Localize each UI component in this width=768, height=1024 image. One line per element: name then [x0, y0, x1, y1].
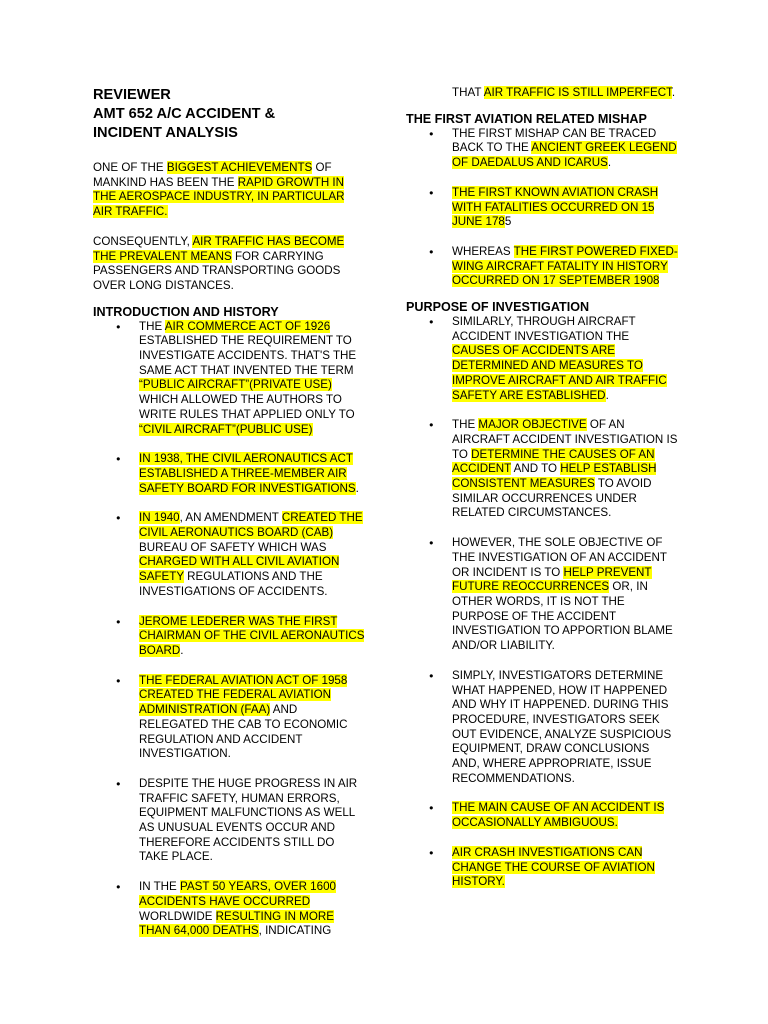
text-run: REGULATIONS AND THE INVESTIGATIONS OF ACCIDENTS. [139, 570, 328, 598]
highlighted-text: THE MAIN CAUSE OF AN ACCIDENT IS OCCASIONALLY AMBIGUOUS. [452, 801, 665, 830]
section-heading-purpose: PURPOSE OF INVESTIGATION [406, 300, 590, 315]
text-run: THE [139, 319, 165, 333]
text-run: ONE OF THE [93, 161, 167, 174]
list-item [406, 669, 678, 787]
highlighted-text: AIR COMMERCE ACT OF 1926 [164, 319, 331, 333]
highlighted-text: CREATED THE CIVIL AERONAUTICS BOARD (CAB) [139, 511, 363, 540]
list-item [406, 186, 678, 230]
text-run: SIMPLY, INVESTIGATORS DETERMINE WHAT HAPPENED, HOW IT HAPPENED AND WHY IT HAPPENED. DURING THIS PROCEDURE, INVESTIGATORS SEEK OUT EVIDENCE, ANALYZE SUSPICIOUS EQUIPMENT, DRAW CONCLUSIONS AND, WHERE APPROPRIATE, ISSUE RECOMMENDATIONS. [452, 668, 672, 785]
text-run: IN THE [139, 880, 181, 894]
text-run: FOR CARRYING PASSENGERS AND TRANSPORTING GOODS OVER LONG DISTANCES. [93, 249, 341, 292]
text-run: THE [452, 418, 479, 432]
list-item [406, 536, 678, 654]
purpose-list [406, 315, 678, 890]
text-run: . [607, 156, 612, 170]
text-run: 5 [504, 215, 512, 229]
text-run: TO AVOID SIMILAR OCCURRENCES UNDER RELATED CIRCUMSTANCES. [452, 477, 652, 520]
highlighted-text: JEROME LEDERER WAS THE FIRST CHAIRMAN OF THE CIVIL AERONAUTICS BOARD [139, 614, 365, 657]
list-item [93, 615, 365, 659]
highlighted-text: AIR TRAFFIC IS STILL IMPERFECT [483, 86, 672, 99]
highlighted-text: IN 1940 [139, 511, 180, 525]
list-item [406, 846, 678, 890]
right-column [406, 86, 678, 890]
highlighted-text: AIR CRASH INVESTIGATIONS CAN CHANGE THE COURSE OF AVIATION HISTORY. [452, 845, 655, 889]
list-item [406, 418, 678, 521]
highlighted-text: THE FIRST KNOWN AVIATION CRASH WITH FATALITIES OCCURRED ON 15 JUNE 178 [452, 185, 659, 229]
highlighted-text: RAPID GROWTH IN THE AEROSPACE INDUSTRY, IN PARTICULAR AIR TRAFFIC. [93, 175, 345, 219]
intro-paragraph-2 [93, 235, 365, 294]
text-run: THAT [452, 86, 484, 99]
highlighted-text: CAUSES OF ACCIDENTS ARE DETERMINED AND MEASURES TO IMPROVE AIRCRAFT AND AIR TRAFFIC SAFETY ARE ESTABLISHED [452, 344, 667, 402]
highlighted-text: DETERMINE THE CAUSES OF AN ACCIDENT [452, 447, 655, 476]
highlighted-text: RESULTING IN MORE THAN 64,000 DEATHS [139, 909, 334, 938]
list-item [406, 127, 678, 171]
highlighted-text: MAJOR OBJECTIVE [478, 418, 587, 432]
highlighted-text: ANCIENT GREEK LEGEND OF DAEDALUS AND ICARUS [452, 141, 677, 170]
text-run: OR, IN OTHER WORDS, IT IS NOT THE PURPOSE OF THE ACCIDENT INVESTIGATION TO APPORTION BLAME AND/OR LIABILITY. [452, 580, 673, 653]
text-run: DESPITE THE HUGE PROGRESS IN AIR TRAFFIC SAFETY, HUMAN ERRORS, EQUIPMENT MALFUNCTIONS AS WELL AS UNUSUAL EVENTS OCCUR AND THEREFORE ACCIDENTS STILL DO TAKE PLACE. [139, 776, 358, 864]
section-heading-intro-history: INTRODUCTION AND HISTORY [93, 304, 279, 319]
text-run: AND RELEGATED THE CAB TO ECONOMIC REGULATION AND ACCIDENT INVESTIGATION. [139, 703, 348, 761]
highlighted-text: “PUBLIC AIRCRAFT”(PRIVATE USE) [139, 378, 332, 392]
list-item [93, 320, 365, 438]
text-run: . [355, 481, 359, 495]
highlighted-text: IN 1938, THE CIVIL AERONAUTICS ACT ESTABLISHED A THREE-MEMBER AIR SAFETY BOARD FOR INVESTIGATIONS [139, 452, 356, 495]
highlighted-text: THE FIRST POWERED FIXED-WING AIRCRAFT FATALITY IN HISTORY OCCURRED ON 17 SEPTEMBER 1908 [452, 244, 678, 288]
list-item [93, 777, 365, 865]
text-run: WHEREAS [452, 244, 514, 258]
highlighted-text: “CIVIL AIRCRAFT”(PUBLIC USE) [139, 422, 313, 436]
text-run: . [605, 388, 609, 402]
list-item [93, 511, 365, 599]
highlighted-text: AIR TRAFFIC HAS BECOME THE PREVALENT MEANS [93, 234, 345, 263]
text-run: OF AN AIRCRAFT ACCIDENT INVESTIGATION IS TO [452, 418, 678, 461]
text-run: BUREAU OF SAFETY WHICH WAS [139, 540, 327, 554]
document-title [93, 86, 365, 143]
highlighted-text: HELP PREVENT FUTURE REOCCURRENCES [452, 565, 652, 594]
list-item [406, 315, 678, 403]
list-item-continued [406, 86, 678, 101]
section-heading-first-mishap: THE FIRST AVIATION RELATED MISHAP [406, 111, 647, 126]
title-line-3: INCIDENT ANALYSIS [93, 125, 238, 141]
list-item [406, 801, 678, 830]
text-run: ESTABLISHED THE REQUIREMENT TO INVESTIGATE ACCIDENTS. THAT'S THE SAME ACT THAT INVENTED THE TERM [139, 334, 357, 377]
intro-history-list [93, 320, 365, 939]
first-mishap-list [406, 127, 678, 289]
text-run: . [180, 643, 184, 657]
text-run: SIMILARLY, THROUGH AIRCRAFT ACCIDENT INVESTIGATION THE [452, 315, 636, 343]
highlighted-text: PAST 50 YEARS, OVER 1600 ACCIDENTS HAVE OCCURRED [139, 880, 336, 908]
text-run: , AN AMENDMENT [179, 511, 282, 525]
left-column [93, 86, 365, 939]
list-item [93, 674, 365, 762]
list-item [406, 245, 678, 289]
title-line-1: REVIEWER [93, 87, 171, 103]
intro-paragraph-1 [93, 161, 365, 220]
list-item [93, 880, 365, 939]
text-run: WHICH ALLOWED THE AUTHORS TO WRITE RULES THAT APPLIED ONLY TO [139, 393, 355, 421]
text-run: THE FIRST MISHAP CAN BE TRACED BACK TO THE [452, 126, 657, 155]
text-run: AND TO [511, 462, 561, 476]
text-run: CONSEQUENTLY, [93, 234, 193, 248]
list-item [93, 452, 365, 496]
title-line-2: AMT 652 A/C ACCIDENT & [93, 106, 276, 122]
highlighted-text: CHARGED WITH ALL CIVIL AVIATION SAFETY [139, 555, 340, 584]
text-run: . [671, 86, 676, 99]
text-run: , INDICATING [258, 924, 332, 938]
highlighted-text: HELP ESTABLISH CONSISTENT MEASURES [452, 462, 657, 491]
continued-list [406, 86, 678, 101]
highlighted-text: BIGGEST ACHIEVEMENTS [166, 161, 313, 174]
text-run: OF MANKIND HAS BEEN THE [93, 161, 332, 189]
highlighted-text: THE FEDERAL AVIATION ACT OF 1958 CREATED THE FEDERAL AVIATION ADMINISTRATION (FAA) [139, 673, 348, 717]
text-run: WORLDWIDE [139, 909, 216, 923]
text-run: HOWEVER, THE SOLE OBJECTIVE OF THE INVESTIGATION OF AN ACCIDENT OR INCIDENT IS TO [452, 536, 667, 579]
